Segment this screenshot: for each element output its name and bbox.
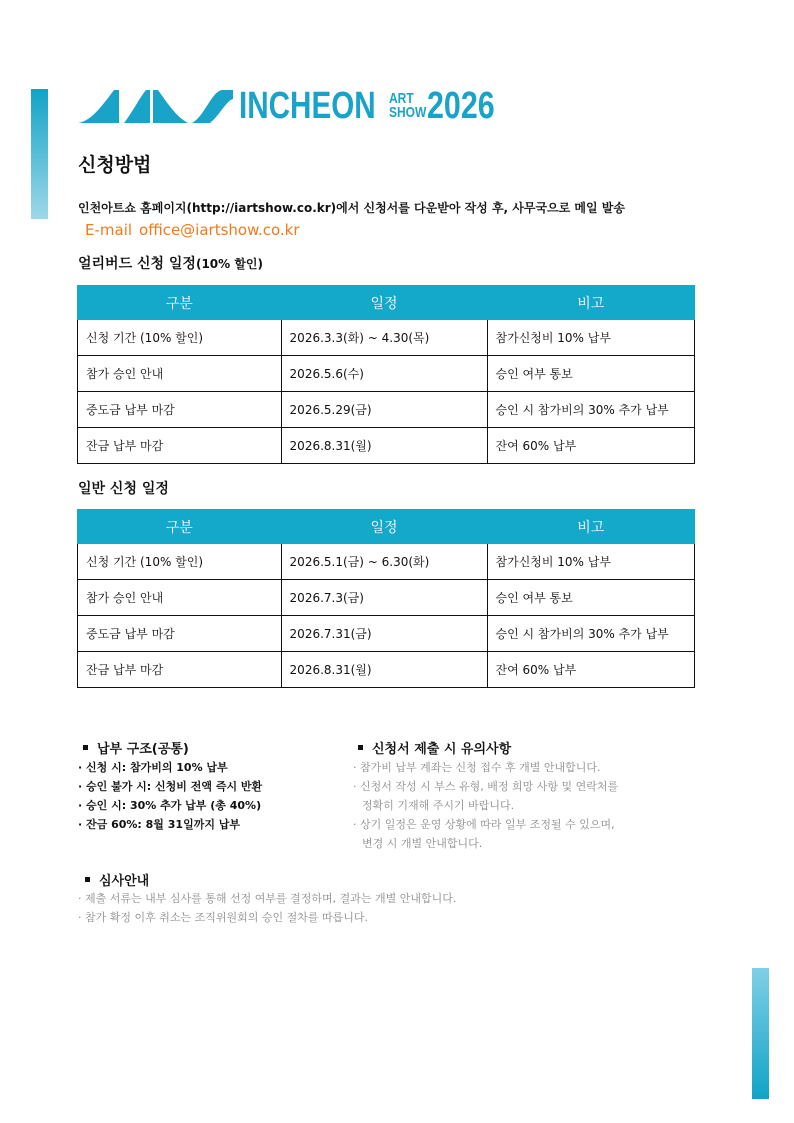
- table-header-row: [78, 286, 695, 320]
- table-row: [78, 652, 695, 688]
- table-row: [78, 544, 695, 580]
- col-category-header: 구분: [78, 510, 282, 544]
- list-item-text: · 신청서 작성 시 부스 유형, 배정 희망 사항 및 연락처를: [353, 780, 619, 793]
- col-remarks-header: 비고: [487, 286, 694, 320]
- table-row: [78, 580, 695, 616]
- table-cell: 2026.7.31(금): [281, 616, 487, 652]
- review-heading: [85, 870, 149, 889]
- early-bird-discount-note: (10% 할인): [195, 257, 264, 271]
- table-cell: 승인 여부 통보: [487, 356, 694, 392]
- table-row: [78, 428, 695, 464]
- review-list: [78, 889, 456, 927]
- decor-bar-left: [31, 89, 48, 219]
- list-item: · 잔금 60%: 8월 31일까지 납부: [78, 818, 241, 831]
- caution-heading-text: 신청서 제출 시 유의사항: [372, 742, 512, 757]
- logo-year-text: 2026: [427, 84, 495, 127]
- payment-structure-list: [78, 758, 262, 834]
- table-row: [78, 392, 695, 428]
- table-cell: 참가신청비 10% 납부: [487, 320, 694, 356]
- review-heading-text: 심사안내: [99, 874, 150, 889]
- table-cell: 참가신청비 10% 납부: [487, 544, 694, 580]
- table-cell: 2026.7.3(금): [281, 580, 487, 616]
- list-item-text: · 참가비 납부 계좌는 신청 접수 후 개별 안내합니다.: [353, 761, 601, 774]
- list-item: · 제출 서류는 내부 심사를 통해 선정 여부를 결정하며, 결과는 개별 안내합니다.: [78, 892, 457, 905]
- table-cell: 2026.8.31(월): [281, 652, 487, 688]
- bullet-square-icon: [358, 745, 363, 750]
- table-cell: 2026.8.31(월): [281, 428, 487, 464]
- table-cell: 잔금 납부 마감: [78, 428, 282, 464]
- list-item: [353, 777, 618, 815]
- caution-heading: [358, 738, 511, 757]
- table-cell: 신청 기간 (10% 할인): [78, 320, 282, 356]
- incheon-art-show-logo: [78, 84, 512, 128]
- table-cell: 중도금 납부 마감: [78, 616, 282, 652]
- table-cell: 2026.3.3(화) ~ 4.30(목): [281, 320, 487, 356]
- table-cell: 승인 여부 통보: [487, 580, 694, 616]
- list-item-continuation: 정확히 기재해 주시기 바랍니다.: [362, 799, 515, 812]
- table-cell: 중도금 납부 마감: [78, 392, 282, 428]
- decor-bar-right: [752, 968, 769, 1099]
- general-heading: 일반 신청 일정: [78, 481, 169, 497]
- list-item: [353, 815, 618, 853]
- table-cell: 2026.5.6(수): [281, 356, 487, 392]
- table-cell: 승인 시 참가비의 30% 추가 납부: [487, 392, 694, 428]
- list-item-text: · 상기 일정은 운영 상황에 따라 일부 조정될 수 있으며,: [353, 818, 615, 831]
- early-bird-heading: [78, 253, 263, 273]
- caution-list: [353, 758, 618, 853]
- table-row: [78, 320, 695, 356]
- table-cell: 참가 승인 안내: [78, 356, 282, 392]
- list-item: [353, 758, 618, 777]
- list-item: · 신청 시: 참가비의 10% 납부: [78, 761, 228, 774]
- bullet-square-icon: [85, 877, 90, 882]
- payment-structure-heading-text: 납부 구조(공통): [97, 742, 189, 757]
- general-schedule-table: [77, 509, 695, 688]
- email-label: E-mail: [85, 221, 133, 239]
- table-cell: 2026.5.1(금) ~ 6.30(화): [281, 544, 487, 580]
- col-category-header: 구분: [78, 286, 282, 320]
- table-header-row: [78, 510, 695, 544]
- page-title: 신청방법: [78, 154, 152, 176]
- col-remarks-header: 비고: [487, 510, 694, 544]
- col-schedule-header: 일정: [281, 510, 487, 544]
- table-row: [78, 356, 695, 392]
- list-item: · 승인 시: 30% 추가 납부 (총 40%): [78, 799, 262, 812]
- logo-show-text: SHOW: [389, 104, 427, 121]
- early-bird-schedule-table: [77, 285, 695, 464]
- wave-logo-icon: [78, 87, 233, 125]
- intro-text: 인천아트쇼 홈페이지(http://iartshow.co.kr)에서 신청서를 다운받아 작성 후, 사무국으로 메일 발송: [78, 201, 625, 215]
- table-cell: 승인 시 참가비의 30% 추가 납부: [487, 616, 694, 652]
- list-item: · 승인 불가 시: 신청비 전액 즉시 반환: [78, 780, 263, 793]
- list-item: · 참가 확정 이후 취소는 조직위원회의 승인 절차를 따릅니다.: [78, 911, 368, 924]
- table-cell: 잔여 60% 납부: [487, 652, 694, 688]
- logo-art-text: ART: [389, 90, 414, 107]
- bullet-square-icon: [83, 745, 88, 750]
- table-cell: 2026.5.29(금): [281, 392, 487, 428]
- logo-incheon-text: INCHEON: [239, 84, 376, 127]
- early-bird-heading-text: 얼리버드 신청 일정: [78, 256, 196, 272]
- table-cell: 잔여 60% 납부: [487, 428, 694, 464]
- col-schedule-header: 일정: [281, 286, 487, 320]
- email-line: [85, 221, 300, 239]
- payment-structure-heading: [83, 738, 189, 757]
- table-cell: 신청 기간 (10% 할인): [78, 544, 282, 580]
- email-address[interactable]: office@iartshow.co.kr: [139, 221, 300, 239]
- table-cell: 잔금 납부 마감: [78, 652, 282, 688]
- table-row: [78, 616, 695, 652]
- table-cell: 참가 승인 안내: [78, 580, 282, 616]
- list-item-continuation: 변경 시 개별 안내합니다.: [362, 837, 483, 850]
